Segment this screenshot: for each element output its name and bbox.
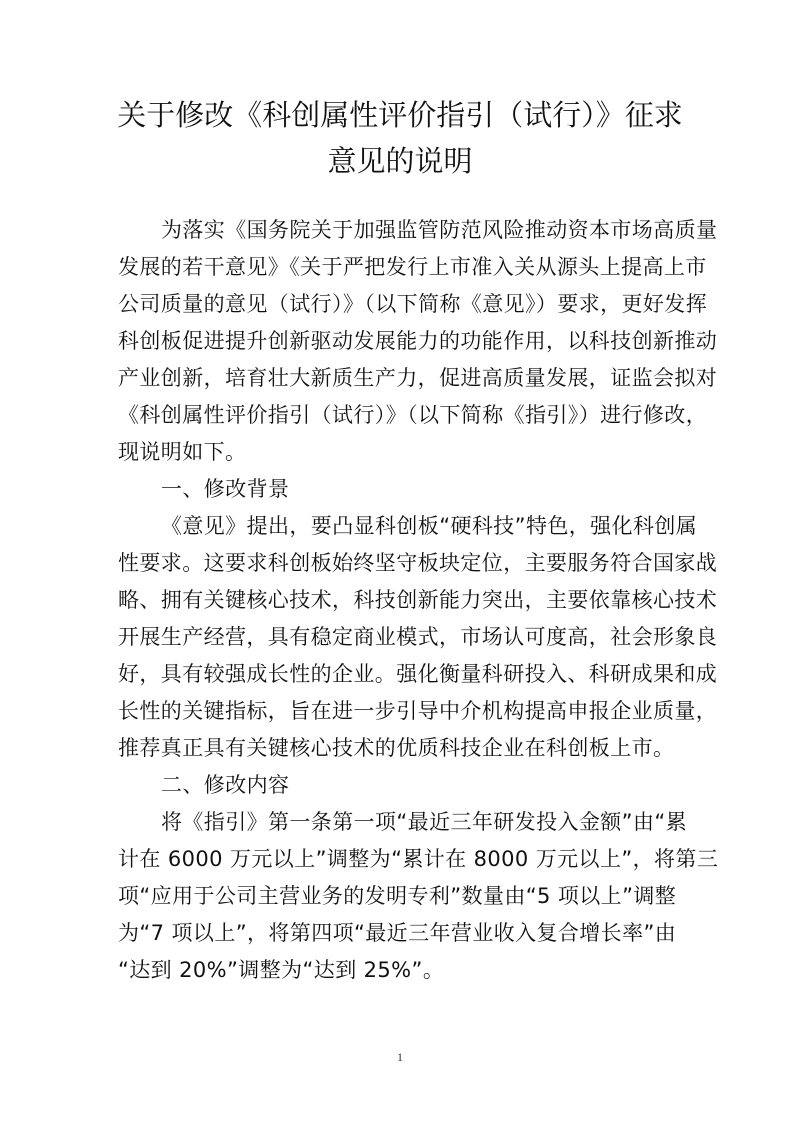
text-line: 性要求。这要求科创板始终坚守板块定位，主要服务符合国家战	[118, 551, 718, 575]
text-line: 略、拥有关键核心技术，科技创新能力突出，主要依靠核心技术	[118, 588, 718, 612]
text-line: 为“7 项以上”，将第四项“最近三年营业收入复合增长率”由	[118, 921, 677, 945]
title-line: 关于修改《科创属性评价指引（试行）》征求	[117, 98, 683, 132]
section-heading: 二、修改内容	[161, 773, 290, 797]
text-line: 为落实《国务院关于加强监管防范风险推动资本市场高质量	[161, 218, 718, 242]
text-line: 《科创属性评价指引（试行）》（以下简称《指引》）进行修改，	[118, 403, 708, 427]
text-line: 现说明如下。	[118, 440, 247, 464]
section-heading-background	[118, 471, 688, 508]
text-line: 计在 6000 万元以上”调整为“累计在 8000 万元以上”，将第三	[118, 847, 719, 871]
paragraph-background	[118, 508, 718, 767]
text-line: 将《指引》第一条第一项“最近三年研发投入金额”由“累	[161, 810, 688, 834]
page-number: 1	[397, 1050, 403, 1064]
text-line: 开展生产经营，具有稳定商业模式，市场认可度高，社会形象良	[118, 625, 718, 649]
text-line: 长性的关键指标，旨在进一步引导中介机构提高申报企业质量，	[118, 699, 718, 723]
text-line: 推荐真正具有关键核心技术的优质科技企业在科创板上市。	[118, 736, 675, 760]
document-title	[110, 92, 690, 184]
text-line: 公司质量的意见（试行）》（以下简称《意见》）要求，更好发挥	[118, 292, 708, 316]
text-line: 产业创新，培育壮大新质生产力，促进高质量发展，证监会拟对	[118, 366, 718, 390]
text-line: “达到 20%”调整为“达到 25%”。	[118, 958, 445, 982]
section-heading: 一、修改背景	[161, 477, 290, 501]
paragraph-intro	[118, 212, 718, 471]
document-body	[118, 212, 719, 989]
section-heading-content	[118, 767, 688, 804]
title-line: 意见的说明	[327, 144, 473, 178]
text-line: 发展的若干意见》《关于严把发行上市准入关从源头上提高上市	[118, 255, 707, 279]
text-line: 《意见》提出，要凸显科创板“硬科技”特色，强化科创属	[161, 514, 698, 538]
text-line: 好，具有较强成长性的企业。强化衡量科研投入、科研成果和成	[118, 662, 718, 686]
paragraph-content	[118, 804, 719, 989]
text-line: 科创板促进提升创新驱动发展能力的功能作用，以科技创新推动	[118, 329, 718, 353]
text-line: 项“应用于公司主营业务的发明专利”数量由“5 项以上”调整	[118, 884, 677, 908]
